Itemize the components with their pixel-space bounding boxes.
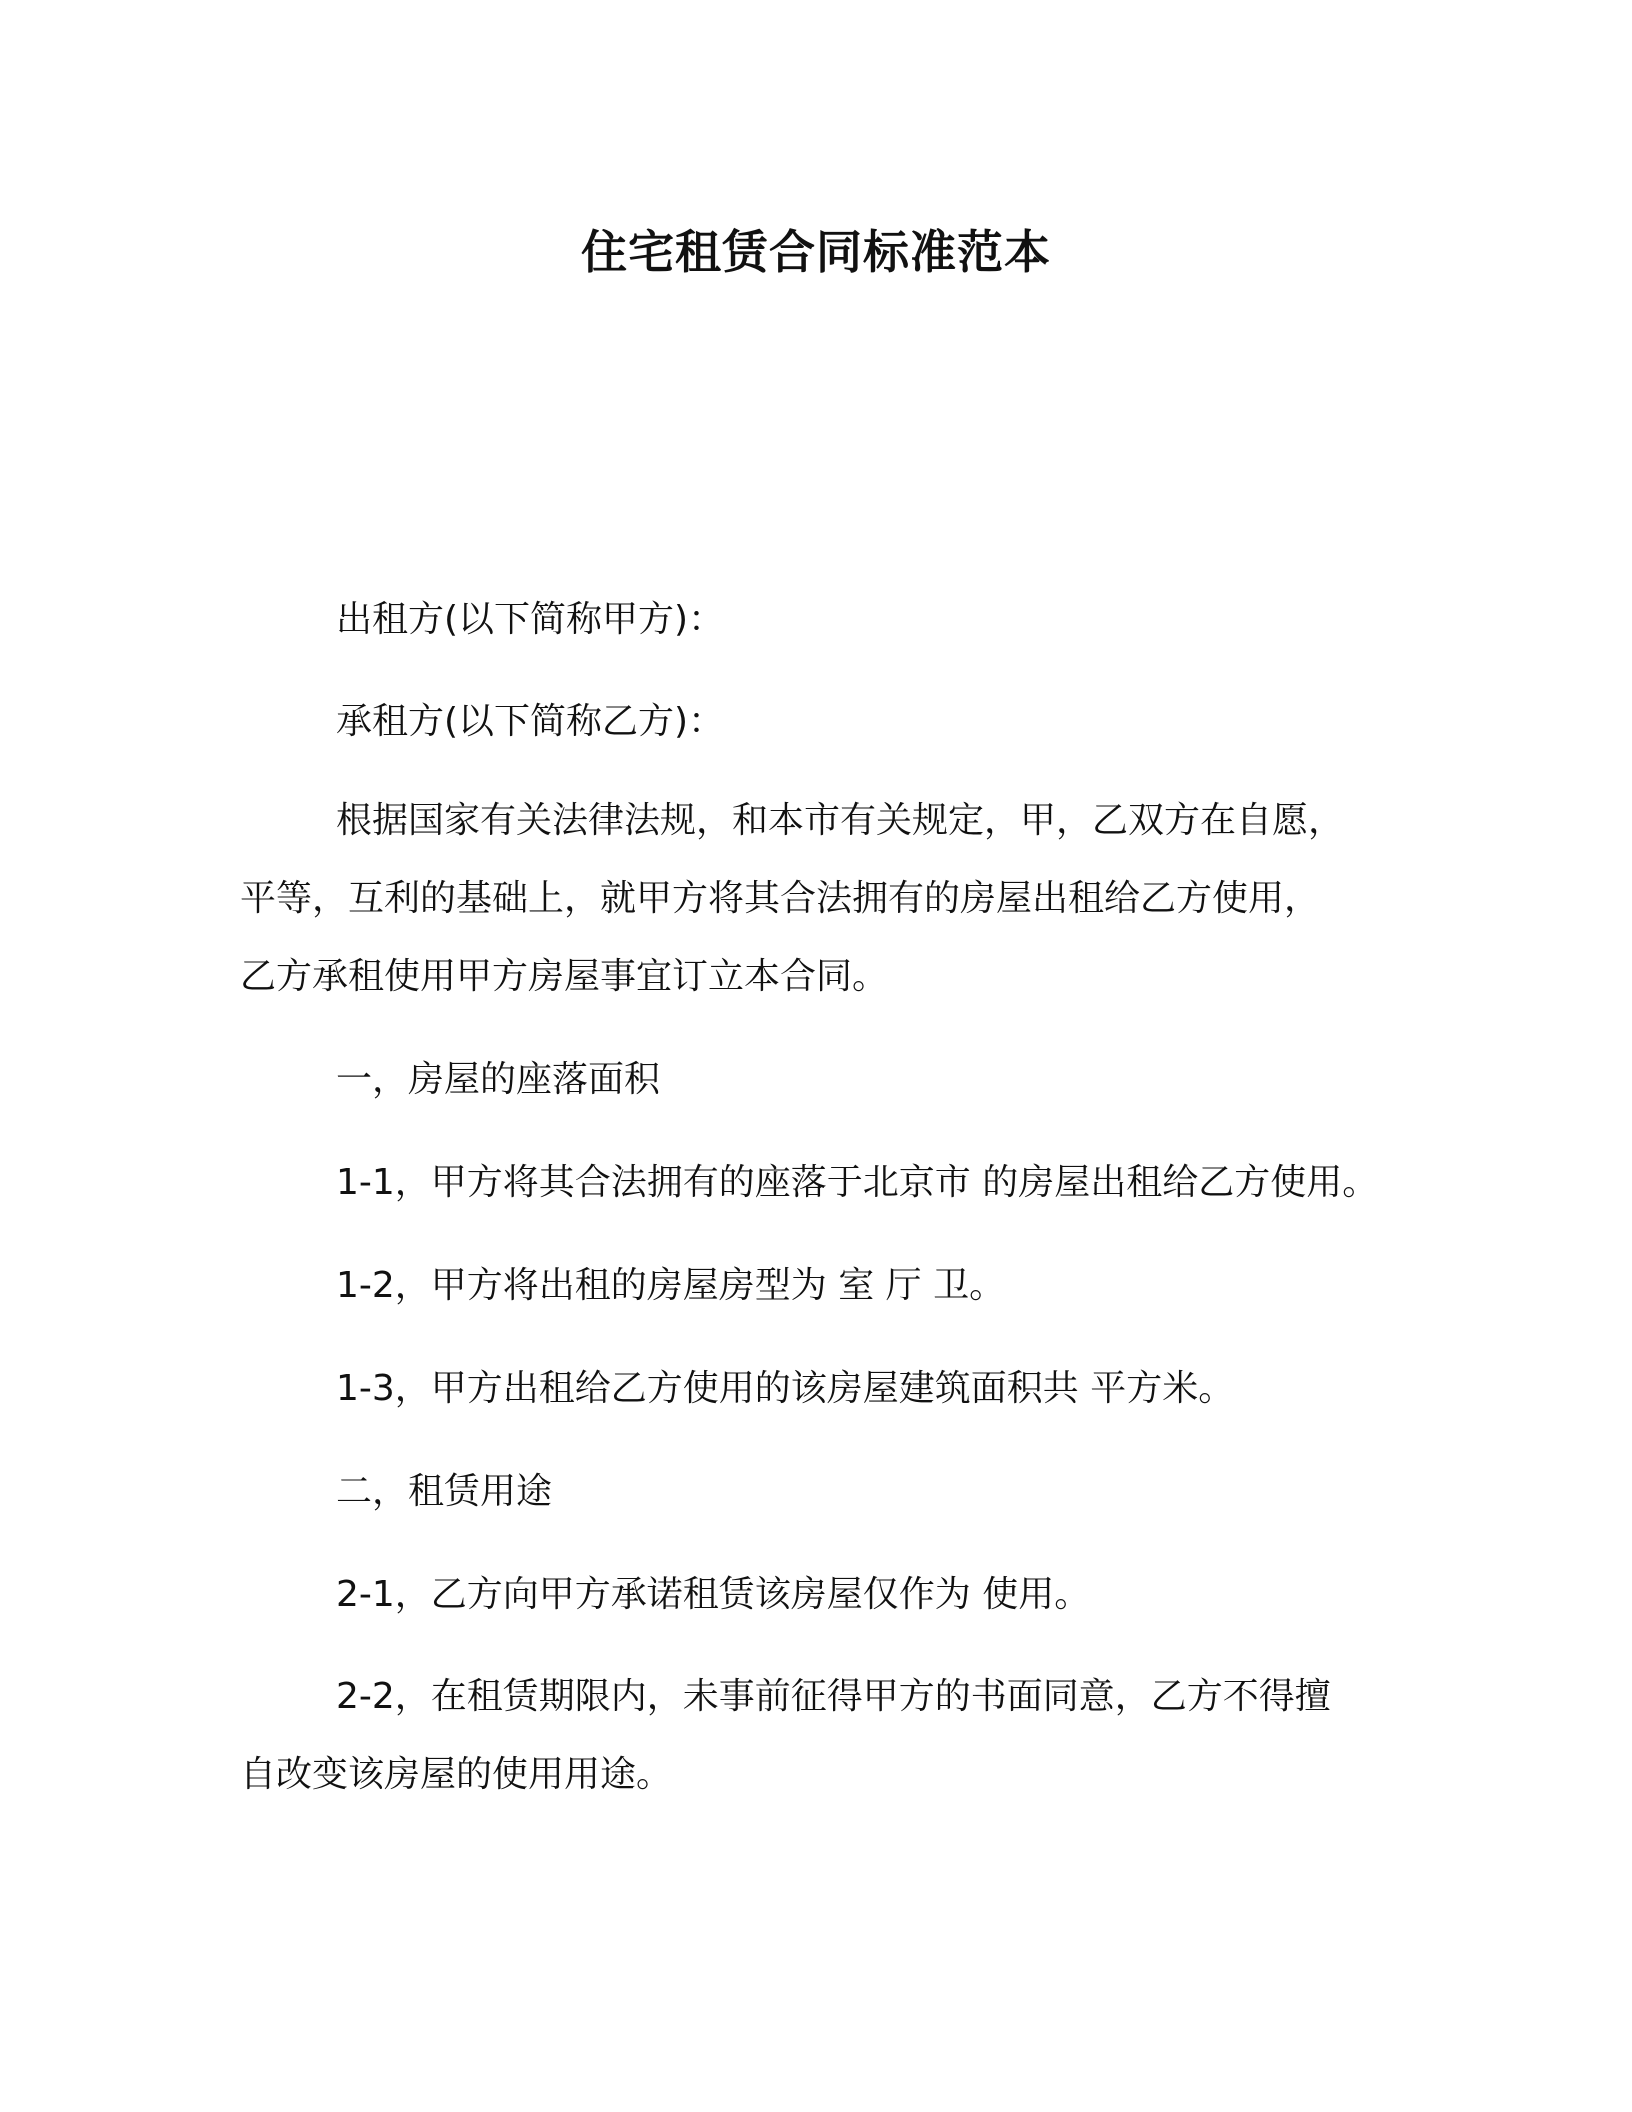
section1-heading: 一，房屋的座落面积 [336, 1059, 661, 1100]
clause-1-3: 1-3，甲方出租给乙方使用的该房屋建筑面积共 平方米。 [336, 1368, 1235, 1409]
lessor-line: 出租方(以下简称甲方)： [336, 599, 725, 640]
section2-heading: 二，租赁用途 [336, 1471, 553, 1512]
clause-2-2-line-1: 2-2，在租赁期限内，未事前征得甲方的书面同意，乙方不得擅 [336, 1676, 1331, 1717]
preamble-line-3: 乙方承租使用甲方房屋事宜订立本合同。 [240, 956, 889, 997]
preamble-line-2: 平等，互利的基础上，就甲方将其合法拥有的房屋出租给乙方使用， [240, 878, 1321, 919]
preamble-line-1: 根据国家有关法律法规，和本市有关规定，甲，乙双方在自愿， [336, 800, 1345, 841]
clause-2-1: 2-1，乙方向甲方承诺租赁该房屋仅作为 使用。 [336, 1574, 1091, 1615]
clause-2-2-line-2: 自改变该房屋的使用用途。 [240, 1754, 673, 1795]
clause-1-1: 1-1，甲方将其合法拥有的座落于北京市 的房屋出租给乙方使用。 [336, 1162, 1379, 1203]
clause-1-2: 1-2，甲方将出租的房屋房型为 室 厅 卫。 [336, 1265, 1006, 1306]
document-title: 住宅租赁合同标准范本 [581, 225, 1051, 279]
lessee-line: 承租方(以下简称乙方)： [336, 701, 725, 742]
